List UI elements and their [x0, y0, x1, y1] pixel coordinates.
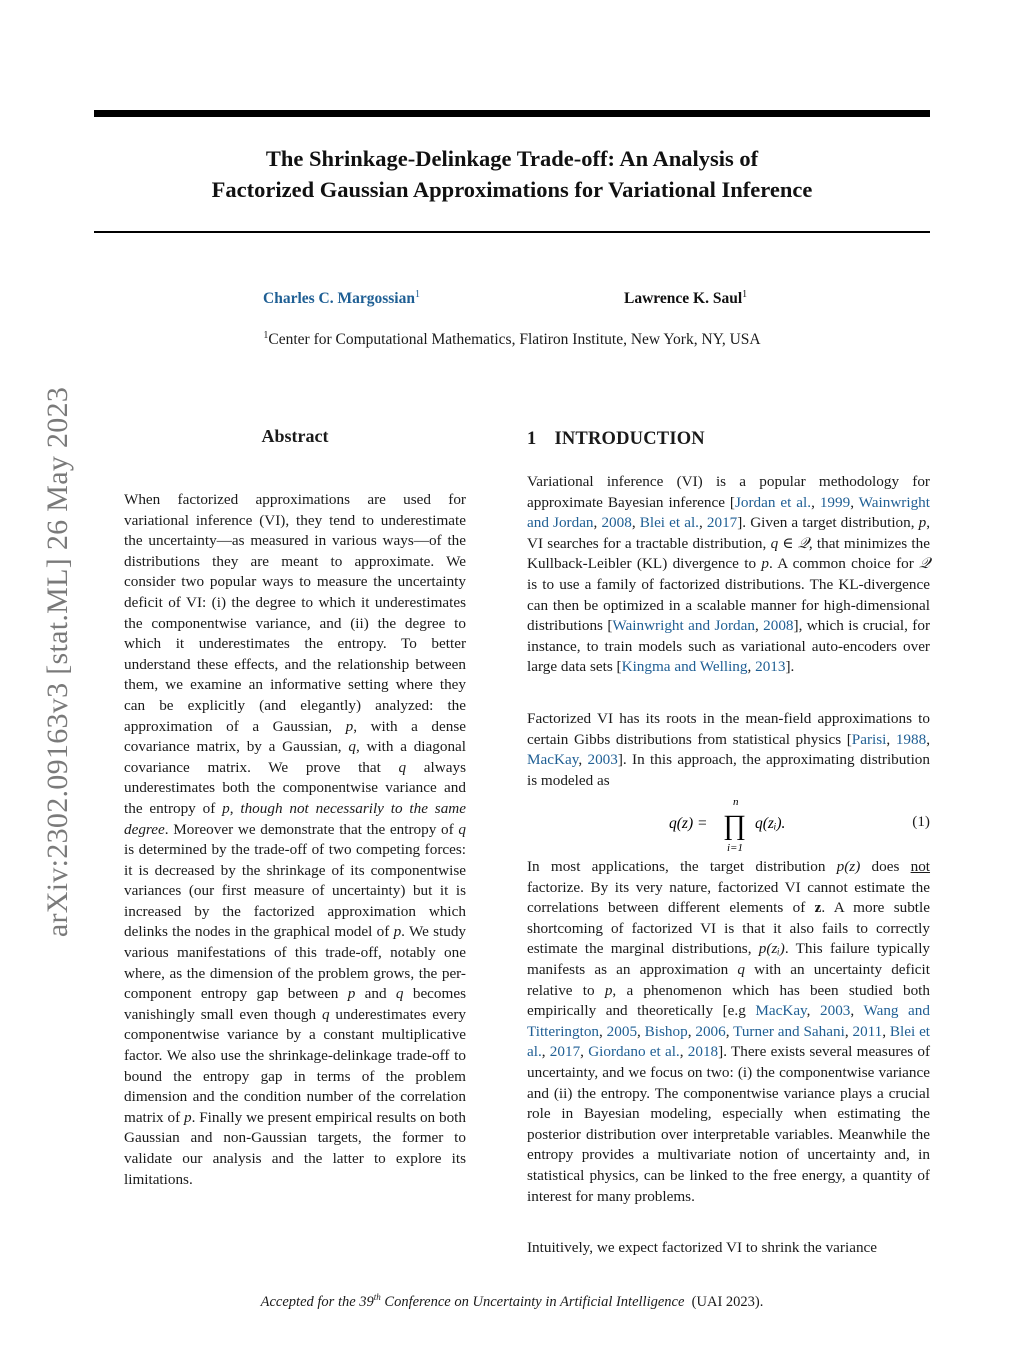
text-run: ,: [578, 751, 588, 769]
text-run: ]. In this approach, the approximating distribution is modeled as: [527, 751, 930, 789]
author-affil-mark: 1: [414, 289, 420, 300]
math-var: q: [737, 960, 745, 978]
text-run: , that minimizes the Kullback-Leibler (KL) divergence to: [527, 534, 930, 573]
text-run: underestimates every componentwise variance by a constant multiplicative factor. We also use the shrinkage-delinkage trade-off to bound the entropy gap in terms of the problem dimension and the condition number of the correlation matrix of: [124, 1005, 466, 1126]
text-run: ,: [229, 799, 241, 817]
math-var: q: [348, 738, 356, 756]
text-run: , with a dense covariance matrix, by a Gaussian,: [124, 717, 466, 756]
citation-link[interactable]: 2008: [601, 514, 632, 532]
text-run: ,: [754, 617, 764, 635]
citation-link[interactable]: Turner and Sahani: [733, 1022, 845, 1040]
math-var: q: [458, 820, 466, 838]
citation-link[interactable]: Giordano et al.: [588, 1043, 680, 1061]
equation-rhs: q(zᵢ).: [755, 815, 786, 832]
affil-mark: 1: [263, 330, 269, 341]
math-var: p: [183, 1108, 192, 1126]
abstract-body: [124, 490, 466, 1190]
text-run: ].: [785, 658, 795, 676]
math-var: p: [604, 981, 613, 999]
text-run: with an uncertainty deficit relative to: [527, 960, 930, 999]
text-run: ,: [806, 1002, 821, 1020]
section-number: 1: [527, 429, 537, 449]
text-run: Factorized VI has its roots in the mean-field approximations to certain Gibbs distributions from statistical physics [: [527, 710, 930, 748]
citation-link[interactable]: 2006: [695, 1022, 726, 1040]
title-rule: [94, 231, 930, 233]
text-run: does: [860, 858, 911, 875]
footer-venue: (UAI 2023).: [691, 1294, 764, 1310]
text-run: ,: [882, 1022, 890, 1040]
author-name: Lawrence K. Saul: [624, 290, 743, 307]
text-run: ,: [926, 730, 930, 748]
text-run: , VI searches for a tractable distribution,: [527, 514, 931, 552]
citation-link[interactable]: 2003: [820, 1002, 851, 1020]
author-affil-mark: 1: [742, 289, 748, 300]
author-name: Charles C. Margossian: [263, 290, 415, 307]
text-run: ,: [593, 514, 602, 532]
citation-link[interactable]: 2011: [852, 1022, 883, 1040]
text-run: . Finally we present empirical results on both Gaussian and non-Gaussian targets, the former to validate our analysis and the latter to explore its limitations.: [124, 1108, 466, 1188]
citation-link[interactable]: Wainwright and Jordan: [527, 493, 930, 532]
citation-link[interactable]: Blei et al.: [527, 1022, 931, 1061]
author-saul: [624, 289, 747, 308]
text-run: ,: [580, 1043, 589, 1061]
author-margossian[interactable]: [263, 289, 420, 308]
text-run: . A more subtle shortcoming of factorized VI is that it also fails to correctly estimate the marginal distributions,: [527, 899, 930, 958]
text-run: ,: [687, 1022, 696, 1040]
citation-link[interactable]: MacKay: [527, 751, 579, 769]
text-run: ,: [850, 493, 859, 511]
citation-link[interactable]: Parisi: [851, 730, 887, 748]
underlined-word: not: [910, 858, 931, 875]
citation-link[interactable]: Kingma and Welling: [621, 658, 748, 676]
text-run: ]. Given a target distribution,: [737, 514, 919, 532]
footer-text: Accepted for the 39: [260, 1294, 374, 1310]
citation-link[interactable]: 2013: [755, 658, 786, 676]
text-run: ,: [541, 1043, 550, 1061]
text-run: . Moreover we demonstrate that the entropy of: [164, 820, 459, 838]
equation-1: [527, 795, 930, 853]
product-upper-limit: n: [733, 796, 739, 808]
text-run: ,: [637, 1022, 645, 1040]
text-run: ,: [679, 1043, 688, 1061]
intro-paragraph-3: [527, 857, 930, 1207]
citation-link[interactable]: 2018: [687, 1043, 719, 1061]
citation-link[interactable]: Wainwright and Jordan: [612, 617, 755, 635]
text-run: In most applications, the target distribution: [527, 858, 837, 875]
math-var: p: [347, 985, 356, 1003]
text-run: . We study various manifestations of this trade-off, notably one where, as the dimension of the problem grows, the per-component entropy gap between: [124, 923, 467, 1003]
text-run: ,: [725, 1022, 734, 1040]
title-line-2: Factorized Gaussian Approximations for Variational Inference: [211, 177, 813, 202]
citation-link[interactable]: 2017: [549, 1043, 581, 1061]
section-title: INTRODUCTION: [554, 429, 705, 449]
affiliation: [94, 330, 930, 349]
text-run: ,: [747, 658, 756, 676]
text-run: is determined by the trade-off of two competing forces: it is decreased by the shrinkage of its componentwise variances (our first measure of uncertainty) but it is increased by the factorized approximation which delinks the nodes in the graphical model of: [124, 841, 466, 941]
top-rule: [94, 110, 930, 117]
text-run: ,: [811, 493, 820, 511]
equation-lhs: q(z) =: [669, 815, 708, 832]
citation-link[interactable]: 2008: [763, 617, 794, 635]
italic-run: though not necessarily to the same degree: [124, 799, 467, 838]
citation-link[interactable]: 2017: [706, 514, 738, 532]
text-run: and: [355, 985, 396, 1003]
math-var: p: [761, 555, 769, 573]
citation-link[interactable]: 2003: [587, 751, 618, 769]
math-var: q: [321, 1005, 330, 1023]
math-var: p: [222, 799, 230, 817]
abstract-heading: Abstract: [261, 426, 329, 446]
math-var: p(z): [836, 858, 861, 875]
math-var: q: [395, 985, 404, 1003]
product-symbol: ∏: [723, 810, 747, 841]
math-var: p: [345, 717, 354, 735]
product-lower-limit: i=1: [727, 842, 743, 853]
footer-superscript: th: [373, 1292, 381, 1302]
math-var: 𝒬: [919, 555, 931, 573]
text-run: ,: [698, 514, 707, 532]
math-var: z: [814, 899, 822, 917]
text-run: When factorized approximations are used for variational inference (VI), they tend to underestimate the uncertainty—as measured in various ways—of the distributions they are meant to approximate. We consider two popular ways to measure the uncertainty deficit of VI: (i) the degree to which it underestimates the componentwise variance, and (ii) the degree to which it underestimates the entropy. To better understand these effects, and the relationship between them, we examine an informative setting where they can be explicitly (and elegantly) analyzed: the approximation of a Gaussian,: [124, 491, 466, 735]
text-run: ,: [850, 1002, 864, 1020]
affil-text: Center for Computational Mathematics, Flatiron Institute, New York, NY, USA: [268, 331, 761, 348]
text-run: ,: [886, 730, 896, 748]
footer-text: Conference on Uncertainty in Artificial Intelligence: [380, 1294, 685, 1310]
text-run: becomes vanishingly small even though: [124, 985, 466, 1023]
paper-title: [94, 143, 930, 205]
math-var: q: [398, 758, 407, 776]
equation-formula: [667, 795, 827, 853]
citation-link[interactable]: Blei et al.: [639, 514, 699, 532]
math-var: p(zᵢ): [758, 940, 785, 958]
citation-link[interactable]: 1988: [895, 730, 927, 748]
citation-link[interactable]: MacKay: [755, 1002, 807, 1020]
text-run: , with a diagonal covariance matrix. We prove that: [124, 738, 467, 776]
text-run: ,: [844, 1022, 853, 1040]
intro-paragraph-2: [527, 709, 930, 791]
text-run: . This failure typically manifests as an approximation: [527, 940, 931, 978]
text-run: ,: [631, 514, 640, 532]
citation-link[interactable]: Jordan et al.: [734, 493, 812, 511]
intro-paragraph-1: [527, 472, 930, 678]
intro-paragraph-4: Intuitively, we expect factorized VI to shrink the variance: [527, 1239, 878, 1256]
text-run: always underestimates both the componentwise variance and the entropy of: [124, 758, 466, 817]
citation-link[interactable]: 1999: [819, 493, 851, 511]
text-run: , a phenomenon which has been studied both empirically and theoretically [e.g: [527, 981, 930, 1020]
equation-number: (1): [912, 813, 930, 830]
text-run: ,: [599, 1022, 607, 1040]
footer-italic: [261, 1294, 685, 1310]
math-var: p: [918, 514, 927, 532]
text-run: factorize. By its very nature, factorized VI cannot estimate the correlations between different elements of: [527, 878, 930, 917]
arxiv-stamp: arXiv:2302.09163v3 [stat.ML] 26 May 2023: [41, 386, 74, 938]
math-var: q ∈ 𝒬: [770, 534, 809, 552]
math-var: p: [393, 923, 402, 941]
title-line-1: The Shrinkage-Delinkage Trade-off: An Analysis of: [265, 146, 759, 171]
text-run: ]. There exists several measures of uncertainty, and we focus on two: (i) the componentwise variance and (ii) the entropy. The componentwise variance plays a crucial role in Bayesian modeling, especially when estimating the posterior distribution over interpretable variables. Meanwhile the entropy provides a multivariate notion of uncertainty and, in statistical physics, can be linked to the free energy, a quantity of interest for many problems.: [527, 1043, 931, 1205]
text-run: . A common choice for: [768, 555, 920, 573]
section-heading-introduction: [527, 429, 705, 450]
citation-link[interactable]: Wang and Titterington: [527, 1002, 930, 1040]
text-run: Variational inference (VI) is a popular methodology for approximate Bayesian inference [: [527, 473, 930, 511]
citation-link[interactable]: 2005: [606, 1022, 638, 1040]
text-run: is to use a family of factorized distributions. The KL-divergence can then be optimized in a scalable manner for high-dimensional distributions [: [527, 575, 930, 635]
citation-link[interactable]: Bishop: [644, 1022, 688, 1040]
text-run: ], which is crucial, for instance, to train models such as variational auto-encoders over large data sets [: [527, 617, 931, 676]
footer-note: [94, 1292, 930, 1311]
